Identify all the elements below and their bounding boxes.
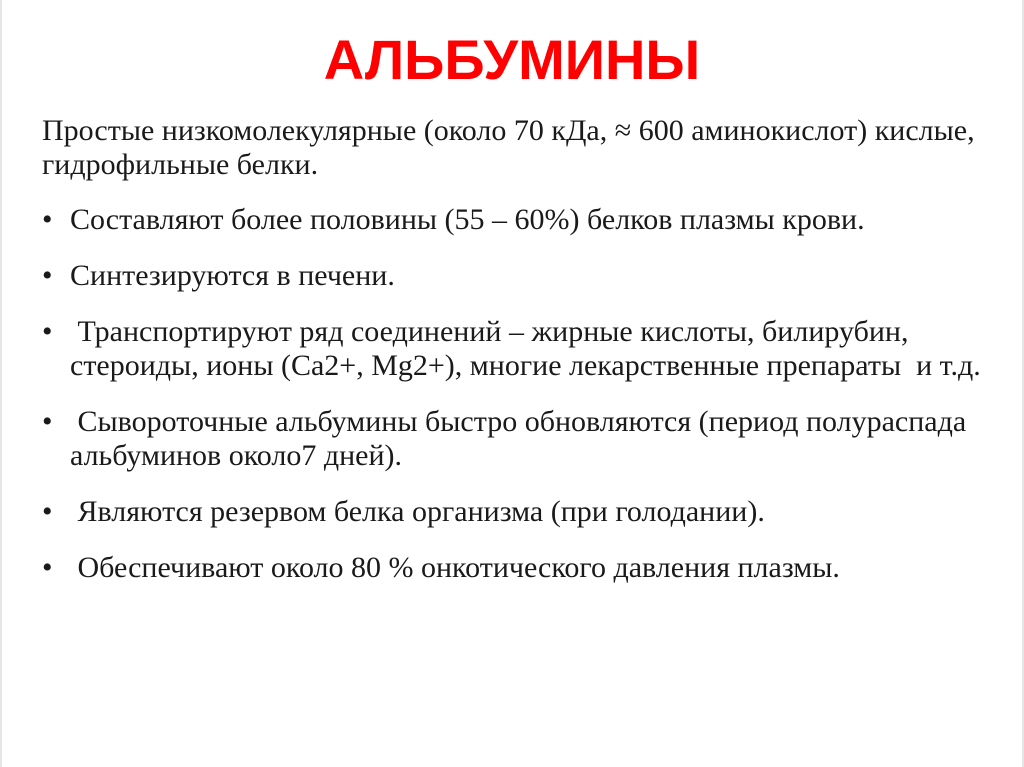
bullet-text: Являются резервом белка организма (при голодании). <box>70 495 765 528</box>
slide-title: АЛЬБУМИНЫ <box>323 28 701 91</box>
bullet-text: Составляют более половины (55 – 60%) белков плазмы крови. <box>70 203 865 236</box>
bullet-list <box>42 203 1002 607</box>
bullet-icon: • <box>42 259 53 292</box>
bullet-item <box>42 405 1002 473</box>
bullet-icon: • <box>42 551 53 584</box>
bullet-text: Обеспечивают около 80 % онкотического давления плазмы. <box>70 551 840 584</box>
bullet-item <box>42 203 1002 237</box>
intro-paragraph: Простые низкомолекулярные (около 70 кДа, ≈ 600 аминокислот) кислые, гидрофильные белки. <box>42 114 975 181</box>
bullet-item <box>42 259 1002 293</box>
bullet-item <box>42 315 1002 383</box>
bullet-item <box>42 495 1002 529</box>
bullet-icon: • <box>42 315 53 348</box>
bullet-icon: • <box>42 203 53 236</box>
bullet-text: Сывороточные альбумины быстро обновляются (период полураспада альбуминов около7 дней). <box>70 405 974 472</box>
bullet-item <box>42 551 1002 585</box>
bullet-text: Транспортируют ряд соединений – жирные кислоты, билирубин, стероиды, ионы (Ca2+, Mg2+), многие лекарственные препараты и т.д. <box>70 315 981 382</box>
bullet-icon: • <box>42 495 53 528</box>
bullet-text: Синтезируются в печени. <box>70 259 395 292</box>
bullet-icon: • <box>42 405 53 438</box>
